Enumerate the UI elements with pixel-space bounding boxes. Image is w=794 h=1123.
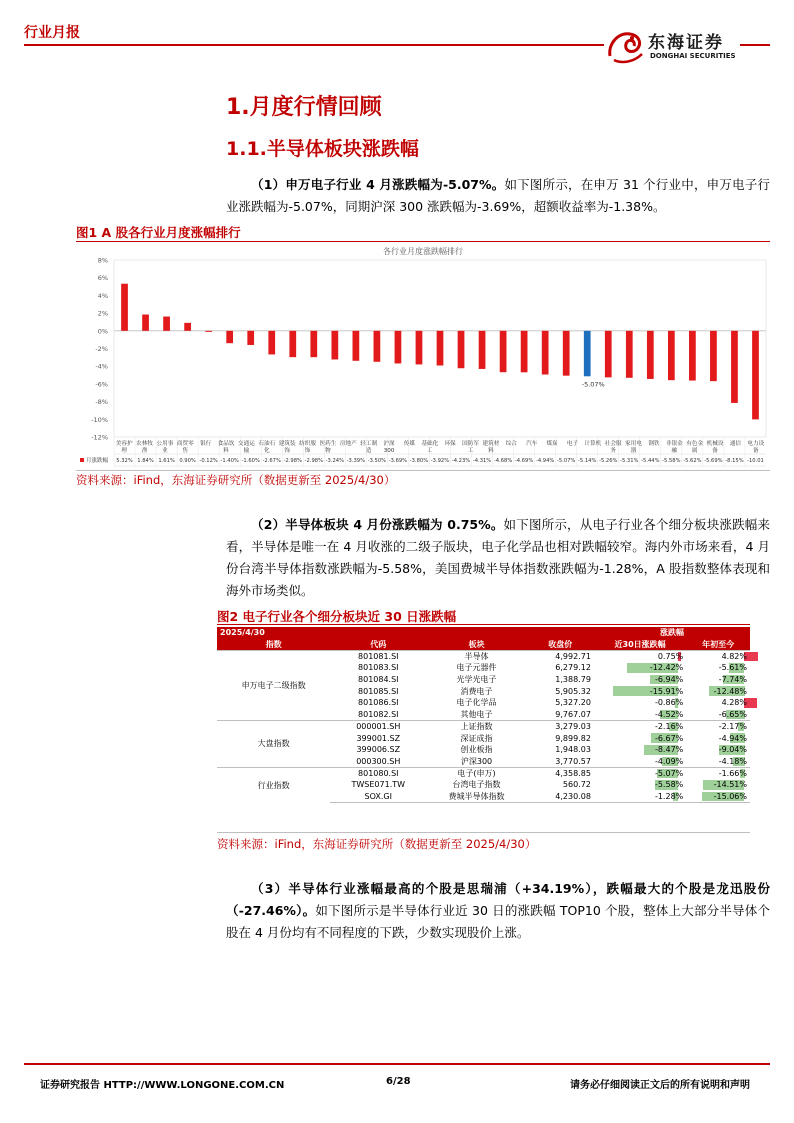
paragraph-3 (226, 878, 770, 944)
header-rule-right (740, 44, 770, 46)
cell-30d-change: -4.52% (654, 709, 684, 719)
cell-30d-change: -4.09% (654, 756, 684, 766)
paragraph-1-lead: （1）申万电子行业 4 月涨跌幅为-5.07%。 (251, 177, 505, 192)
cell-code: 801082.SI (358, 709, 399, 719)
cell-code: 000300.SH (356, 756, 401, 766)
col-code: 代码 (370, 639, 387, 649)
cell-close: 1,948.03 (555, 745, 591, 755)
category-label: 煤炭 (546, 441, 558, 447)
bar-value-label: -5.14% (578, 458, 597, 464)
table-date: 2025/4/30 (220, 628, 265, 638)
bar (521, 331, 528, 373)
figure-2-rule (217, 624, 750, 625)
cell-close: 4,230.08 (527, 791, 594, 803)
bar (184, 323, 191, 331)
header-rule (24, 44, 604, 46)
category-label: 汽车 (526, 441, 538, 447)
logo-english-name: DONGHAI SECURITIES (650, 52, 736, 60)
category-label: 器 (630, 448, 637, 454)
bar-value-label: -8.15% (725, 458, 744, 464)
industry-monthly-change-chart (76, 244, 770, 470)
cell-code: TWSE071.TW (351, 780, 406, 790)
bar-value-label: -1.40% (220, 458, 239, 464)
footer-rule (24, 1063, 770, 1065)
change-header: 涨跌幅 (659, 628, 684, 638)
category-label: 属 (691, 448, 698, 454)
cell-sector: 沪深300 (460, 756, 493, 766)
group-label: 行业指数 (217, 767, 330, 802)
y-tick-label: -4% (95, 362, 108, 371)
cell-sector: 电子(申万) (426, 767, 526, 779)
category-label: 300 (383, 448, 395, 454)
report-type-label: 行业月报 (24, 25, 80, 41)
bar-value-label: 0.90% (179, 458, 196, 464)
bar (331, 331, 338, 360)
cell-ytd-change: -9.04% (718, 745, 747, 755)
category-label: 轻工制 (360, 441, 378, 447)
cell-code: 399006.SZ (356, 745, 401, 755)
legend-swatch (80, 458, 84, 462)
bar (289, 331, 296, 357)
category-label: 计算机 (584, 441, 602, 447)
bar (205, 331, 212, 332)
category-label: 电子 (566, 441, 579, 447)
bar (142, 315, 149, 331)
cell-close: 4,358.85 (527, 767, 594, 779)
cell-ytd-change: -2.17% (686, 721, 750, 733)
bar-value-label: -3.24% (325, 458, 345, 464)
category-label: 电力设 (747, 441, 765, 447)
bar (247, 331, 254, 345)
table-row (217, 650, 750, 662)
cell-sector: 电子元器件 (456, 663, 497, 673)
bar-value-label: -3.50% (367, 458, 387, 464)
bar (374, 331, 381, 362)
bar (689, 331, 696, 381)
bar (626, 331, 633, 378)
highlight-annotation: -5.07% (581, 380, 605, 389)
figure-2-title: 图2 电子行业各个细分板块近 30 日涨跌幅 (217, 609, 457, 624)
bar-value-label: -5.58% (662, 458, 681, 464)
col-sector: 板块 (468, 639, 485, 649)
cell-30d-change: -5.07% (594, 767, 686, 779)
bar-value-label: -4.69% (514, 458, 534, 464)
group-label: 申万电子二级指数 (217, 650, 330, 720)
paragraph-2-lead: （2）半导体板块 4 月份涨跌幅为 0.75%。 (251, 517, 504, 532)
category-label: 化 (264, 448, 270, 454)
cell-code: 399001.SZ (356, 733, 401, 743)
category-label: 钢铁 (648, 441, 660, 447)
paragraph-3-lead: （3）半导体行业涨幅最高的个股是思瑞浦（+34.19%），跌幅最大的个股是龙迅股份（-27.46%）。 (226, 881, 770, 918)
bar (647, 331, 654, 379)
bar (226, 331, 233, 343)
bar-value-label: -2.98% (304, 458, 323, 464)
y-tick-label: 0% (97, 327, 108, 336)
bar (584, 331, 591, 376)
category-label: 传媒 (403, 441, 416, 447)
cell-30d-change: -5.58% (654, 780, 684, 790)
cell-close: 5,327.20 (555, 698, 591, 708)
category-label: 基础化 (421, 441, 439, 447)
cell-sector: 电子化学品 (456, 698, 497, 708)
category-label: 料 (488, 448, 494, 454)
bar-value-label: -5.44% (641, 458, 660, 464)
col-ytd: 年初至今 (702, 639, 735, 649)
category-label: 商贸零 (176, 441, 194, 447)
cell-ytd-change: -4.94% (718, 733, 747, 743)
category-label: 造 (365, 448, 372, 454)
cell-close: 9,899.82 (555, 733, 591, 743)
section-title: 1.月度行情回顾 (226, 95, 382, 120)
bar (710, 331, 717, 381)
cell-ytd-change: -4.18% (718, 756, 747, 766)
category-label: 美容护 (115, 441, 133, 447)
cell-30d-change: 0.75% (594, 650, 686, 662)
category-label: 非银金 (665, 441, 683, 447)
bar (416, 331, 423, 365)
bar-value-label: -5.26% (599, 458, 618, 464)
bar (500, 331, 507, 372)
category-label: 物 (325, 448, 331, 454)
figure-1-rule (76, 241, 770, 242)
y-tick-label: -6% (95, 380, 108, 389)
bar (668, 331, 675, 380)
category-label: 售 (182, 448, 189, 454)
cell-ytd-change: -5.61% (718, 663, 747, 673)
col-index: 指数 (265, 639, 282, 649)
paragraph-1-body: 如下图所示，在申万 31 个行业中，申万电子行业涨跌幅为-5.07%，同期沪深 300 涨跌幅为-3.69%，超额收益率为-1.38%。 (226, 177, 770, 214)
figure-2-source: 资料来源：iFind，东海证券研究所（数据更新至 2025/4/30） (217, 837, 537, 851)
paragraph-2-body: 如下图所示，从电子行业各个细分板块涨跌幅来看，半导体是唯一在 4 月收涨的二级子版块，电子化学品也相对跌幅较窄。海内外市场来看，4 月份台湾半导体指数涨跌幅为-5.58%，美国费城半导体指数涨跌幅为-1.28%，A 股指数整体表现和海外市场类似。 (226, 517, 770, 598)
y-tick-label: 6% (97, 274, 108, 283)
bar (353, 331, 360, 361)
group-label: 大盘指数 (217, 721, 330, 768)
y-tick-label: -8% (95, 398, 108, 407)
bar-value-label: -5.69% (704, 458, 723, 464)
category-label: 房地产 (339, 441, 357, 447)
bar (458, 331, 465, 368)
y-tick-label: -10% (91, 415, 108, 424)
cell-30d-change: -6.94% (594, 674, 686, 686)
bar-value-label: 1.61% (158, 458, 175, 464)
bar-value-label: -5.62% (683, 458, 702, 464)
figure-1-title: 图1 A 股各行业月度涨幅排行 (76, 225, 241, 240)
table-row (217, 721, 750, 733)
cell-ytd-change: -15.06% (686, 791, 750, 803)
category-label: 银行 (200, 441, 212, 447)
cell-code: 801080.SI (330, 767, 426, 779)
bar-value-label: -4.94% (535, 458, 555, 464)
category-label: 综合 (505, 441, 517, 447)
category-label: 家用电 (625, 441, 642, 447)
cell-code: 801086.SI (358, 698, 399, 708)
category-label: 建筑装 (278, 441, 296, 447)
paragraph-3-body: 如下图所示是半导体行业近 30 日的涨跌幅 TOP10 个股，整体上大部分半导体个股在 4 月份均有不同程度的下跌，少数实现股价上涨。 (226, 903, 770, 940)
category-label: 交通运 (238, 441, 255, 447)
cell-close: 9,767.07 (555, 709, 591, 719)
cell-sector: 深证成指 (460, 733, 493, 743)
bar-value-label: 1.84% (137, 458, 154, 464)
category-label: 业 (162, 448, 168, 454)
category-label: 公用事 (156, 441, 174, 447)
cell-code: 801085.SI (358, 686, 399, 696)
y-tick-label: 8% (97, 256, 108, 265)
cell-sector: 上证指数 (426, 721, 526, 733)
cell-close: 1,388.79 (555, 675, 591, 685)
cell-sector: 台湾电子指数 (452, 780, 501, 790)
bar-value-label: -2.67% (262, 458, 281, 464)
cell-sector: 其他电子 (460, 709, 493, 719)
bar (121, 284, 128, 331)
figure-1-bottom-rule (76, 470, 770, 471)
category-label: 国防军 (462, 441, 479, 447)
cell-close: 3,279.03 (527, 721, 594, 733)
cell-code: 801084.SI (358, 675, 399, 685)
y-tick-label: -2% (95, 345, 108, 353)
cell-30d-change: -15.91% (594, 685, 686, 697)
paragraph-1 (226, 174, 770, 218)
bar-value-label: -0.12% (199, 458, 218, 464)
bar (563, 331, 570, 376)
cell-close: 560.72 (562, 780, 591, 790)
cell-30d-change: -2.16% (594, 721, 686, 733)
bar-value-label: -3.92% (430, 458, 450, 464)
bar (163, 317, 170, 331)
table-header-row-2 (217, 639, 750, 651)
chart-title: 各行业月度涨跌幅排行 (383, 247, 463, 256)
category-label: 石油石 (258, 441, 276, 447)
cell-code: 801081.SI (330, 650, 426, 662)
logo-chinese-name: 东海证券 (648, 33, 724, 53)
category-label: 沪深 (383, 441, 395, 447)
cell-code: SOX.GI (330, 791, 426, 803)
cell-ytd-change: -1.66% (686, 767, 750, 779)
cell-sector: 光学光电子 (456, 675, 497, 685)
bar-value-label: -5.07% (557, 458, 576, 464)
category-label: 料 (223, 448, 229, 454)
bar (395, 331, 402, 364)
cell-code: 000001.SH (330, 721, 426, 733)
category-label: 农林牧 (136, 441, 153, 447)
bar-value-label: -3.39% (346, 458, 366, 464)
cell-close: 6,279.12 (555, 663, 591, 673)
cell-sector: 创业板指 (460, 745, 493, 755)
bar-value-label: -10.01 (747, 458, 764, 464)
category-label: 备 (712, 448, 718, 454)
table-header-row-1 (217, 627, 750, 639)
bar (605, 331, 612, 378)
bar (310, 331, 317, 357)
category-label: 机械设 (706, 441, 724, 447)
category-label: 饰 (284, 448, 290, 454)
cell-30d-change: -12.42% (594, 662, 686, 674)
cell-sector: 消费电子 (460, 686, 493, 696)
category-label: 医药生 (319, 441, 337, 447)
category-label: 食品饮 (217, 441, 235, 447)
footer-disclaimer: 请务必仔细阅读正文后的所有说明和声明 (570, 1080, 750, 1091)
cell-close: 4,992.71 (527, 650, 594, 662)
y-tick-label: -12% (91, 433, 108, 442)
bar (268, 331, 275, 355)
category-label: 理 (121, 448, 127, 454)
cell-code: 801083.SI (358, 663, 399, 673)
bar-value-label: -1.60% (241, 458, 260, 464)
bar-value-label: -3.80% (409, 458, 429, 464)
dragon-logo-icon (604, 26, 648, 66)
bar-value-label: -3.69% (388, 458, 408, 464)
bar-value-label: -2.98% (283, 458, 302, 464)
category-label: 通信 (729, 441, 742, 447)
cell-close: 3,770.57 (555, 756, 591, 766)
subsection-title: 1.1.半导体板块涨跌幅 (226, 138, 419, 160)
bar (542, 331, 549, 375)
category-label: 输 (243, 448, 250, 454)
subsector-change-table (217, 627, 750, 803)
cell-close: 5,905.32 (555, 686, 591, 696)
bar-value-label: -4.31% (472, 458, 492, 464)
page-number: 6/28 (386, 1076, 411, 1087)
company-logo (604, 26, 744, 66)
table-row (217, 767, 750, 779)
bar (437, 331, 444, 366)
category-label: 有色金 (686, 441, 704, 447)
bar-value-label: -5.31% (620, 458, 639, 464)
col-30d: 近30日涨跌幅 (614, 639, 666, 649)
cell-ytd-change: -6.65% (718, 709, 747, 719)
figure-2-bottom-rule (217, 832, 750, 833)
footer-website: 证券研究报告 HTTP://WWW.LONGONE.COM.CN (40, 1080, 285, 1091)
col-close: 收盘价 (548, 639, 573, 649)
bar (479, 331, 486, 369)
category-label: 建筑材 (482, 441, 500, 447)
category-label: 饰 (304, 448, 311, 454)
cell-ytd-change: -7.74% (718, 675, 747, 685)
y-tick-label: 2% (97, 309, 108, 318)
category-label: 融 (671, 448, 678, 454)
cell-sector: 半导体 (426, 650, 526, 662)
cell-30d-change: -6.67% (594, 732, 686, 744)
bar-value-label: -4.23% (451, 458, 471, 464)
cell-sector: 费城半导体指数 (426, 791, 526, 803)
category-label: 纺织服 (299, 441, 316, 447)
legend-label: 月涨跌幅 (86, 458, 109, 464)
cell-30d-change: -1.28% (594, 791, 686, 803)
cell-30d-change: -8.47% (594, 744, 686, 756)
category-label: 环保 (444, 441, 456, 447)
category-label: 社会服 (604, 441, 622, 447)
bar (752, 331, 759, 420)
cell-ytd-change: -12.48% (686, 685, 750, 697)
bar (731, 331, 738, 403)
cell-ytd-change: 4.82% (686, 650, 750, 662)
figure-1-source: 资料来源：iFind，东海证券研究所（数据更新至 2025/4/30） (76, 473, 396, 487)
paragraph-2 (226, 514, 770, 602)
category-label: 工 (427, 448, 433, 454)
bar-value-label: 5.32% (116, 458, 133, 464)
category-label: 务 (610, 448, 616, 454)
category-label: 渔 (141, 448, 148, 454)
cell-30d-change: -0.86% (654, 698, 684, 708)
category-label: 备 (753, 448, 759, 454)
bar-value-label: -4.68% (493, 458, 513, 464)
category-label: 工 (467, 448, 474, 454)
cell-ytd-change: -14.51% (686, 779, 750, 791)
cell-ytd-change: 4.28% (686, 697, 750, 709)
y-tick-label: 4% (97, 291, 108, 300)
